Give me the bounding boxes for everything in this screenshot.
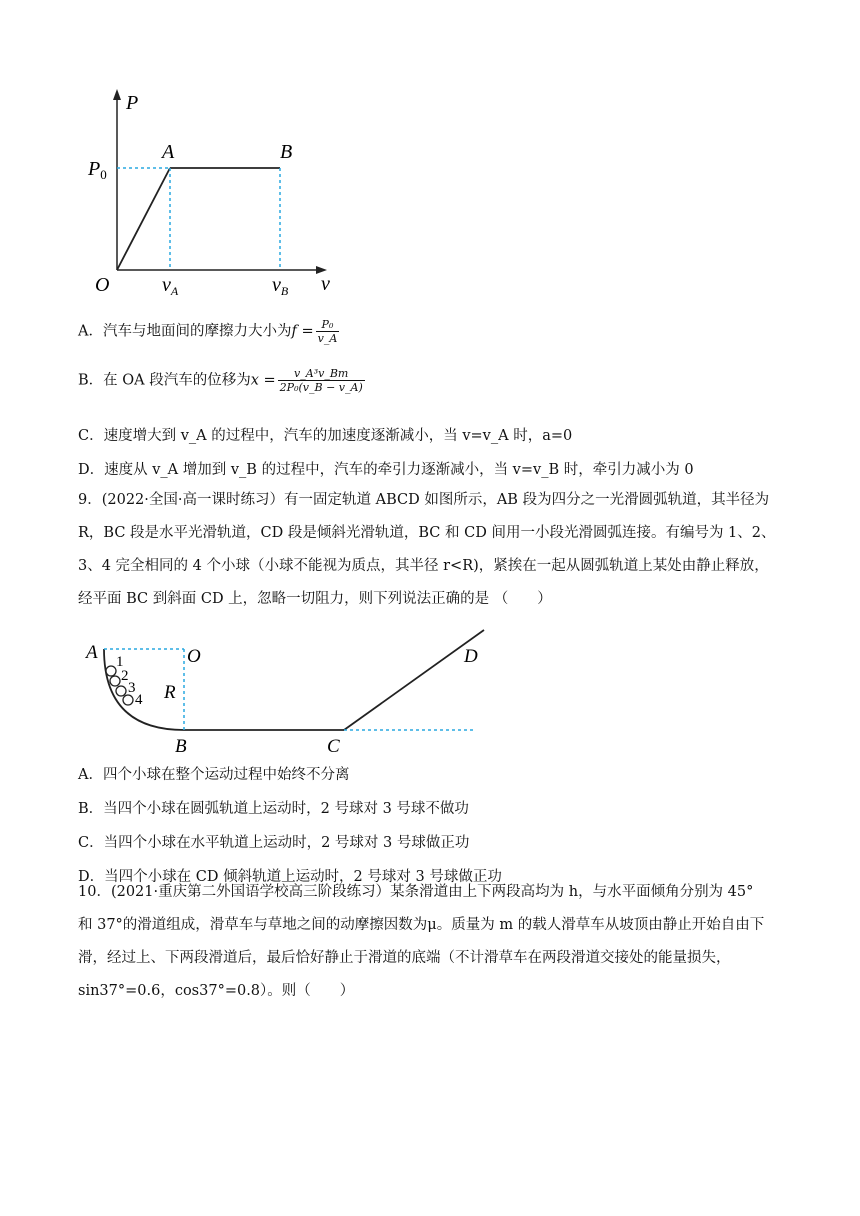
ball-1: [106, 666, 116, 676]
ball-4-label: 4: [135, 692, 143, 708]
track-cd: [344, 630, 484, 730]
p0-label: $P_0$: [88, 158, 107, 182]
p-v-graph: [80, 85, 340, 300]
point-a: A: [86, 642, 98, 663]
point-a-label: A: [162, 141, 175, 163]
ball-1-label: 1: [116, 654, 124, 670]
p-axis-label: P: [126, 92, 139, 114]
point-o: O: [187, 646, 201, 667]
option-8c: C．速度增大到 v_A 的过程中，汽车的加速度逐渐减小，当 v=v_A 时，a=0: [78, 428, 573, 444]
point-c: C: [327, 736, 340, 757]
ball-4: [123, 695, 133, 705]
ball-2: [110, 676, 120, 686]
fraction-b: $\frac{\text{v\_A³v\_Bm}}{\text{2P₀(v\_B − v\_A)}}$: [279, 367, 363, 394]
option-9a: A．四个小球在整个运动过程中始终不分离: [78, 767, 350, 783]
question-10: 10．(2021·重庆第二外国语学校高三阶段练习）某条滑道由上下两段高均为 h，与水平面倾角分别为 45° 和 37°的滑道组成，滑草车与草地之间的动摩擦因数为μ。质量为 m 的载人滑草车从坡顶由静止开始自由下 滑，经过上、下两段滑道后，最后恰好静止于滑道的底端（不计滑草车在两段滑道交接处的能量损失， sin37°=0.6，cos37°=0.8）。则（ ）: [78, 884, 765, 999]
p-axis-arrow: [113, 89, 121, 100]
question-9: 9．(2022·全国·高一课时练习）有一固定轨道 ABCD 如图所示，AB 段为四分之一光滑圆弧轨道，其半径为 R，BC 段是水平光滑轨道，CD 段是倾斜光滑轨道，BC 和 CD 间用一小段光滑圆弧连接。有编号为 1、2、 3、4 完全相同的 4 个小球（小球不能视为质点，其半径 r<R)，紧挨在一起从圆弧轨道上某处由静止释放， 经平面 BC 到斜面 CD 上，忽略一切阻力，则下列说法正确的是 （ ）: [78, 492, 776, 607]
ball-3: [116, 686, 126, 696]
origin-label: O: [95, 274, 110, 296]
vb-label: $v_B$: [272, 274, 289, 298]
option-9b: B．当四个小球在圆弧轨道上运动时，2 号球对 3 号球不做功: [78, 801, 469, 817]
radius-r: R: [164, 682, 176, 703]
fraction-a: $\frac{\text{P₀}}{v\_A}$: [317, 318, 338, 345]
ball-2-label: 2: [121, 668, 129, 684]
point-b: B: [175, 736, 187, 757]
curve-oa: [117, 168, 170, 270]
point-d: D: [464, 646, 478, 667]
ball-3-label: 3: [128, 680, 136, 696]
option-8b: B．在 OA 段汽车的位移为x = $\frac{\text{v\_A³v\_Bm}}{\text{2P₀(v\_B − v\_A)}}$: [78, 367, 363, 394]
option-9c: C．当四个小球在水平轨道上运动时，2 号球对 3 号球做正功: [78, 835, 470, 851]
option-9d: D．当四个小球在 CD 倾斜轨道上运动时，2 号球对 3 号球做正功: [78, 869, 502, 885]
va-label: $v_A$: [162, 274, 179, 298]
option-8d: D．速度从 v_A 增加到 v_B 的过程中，汽车的牵引力逐渐减小，当 v=v_B 时，牵引力减小为 0: [78, 462, 694, 478]
track-diagram: [84, 625, 494, 760]
option-8a: A．汽车与地面间的摩擦力大小为f = $\frac{\text{P₀}}{v\_A}$: [78, 318, 338, 345]
v-axis-label: v: [321, 273, 330, 295]
point-b-label: B: [280, 141, 293, 163]
